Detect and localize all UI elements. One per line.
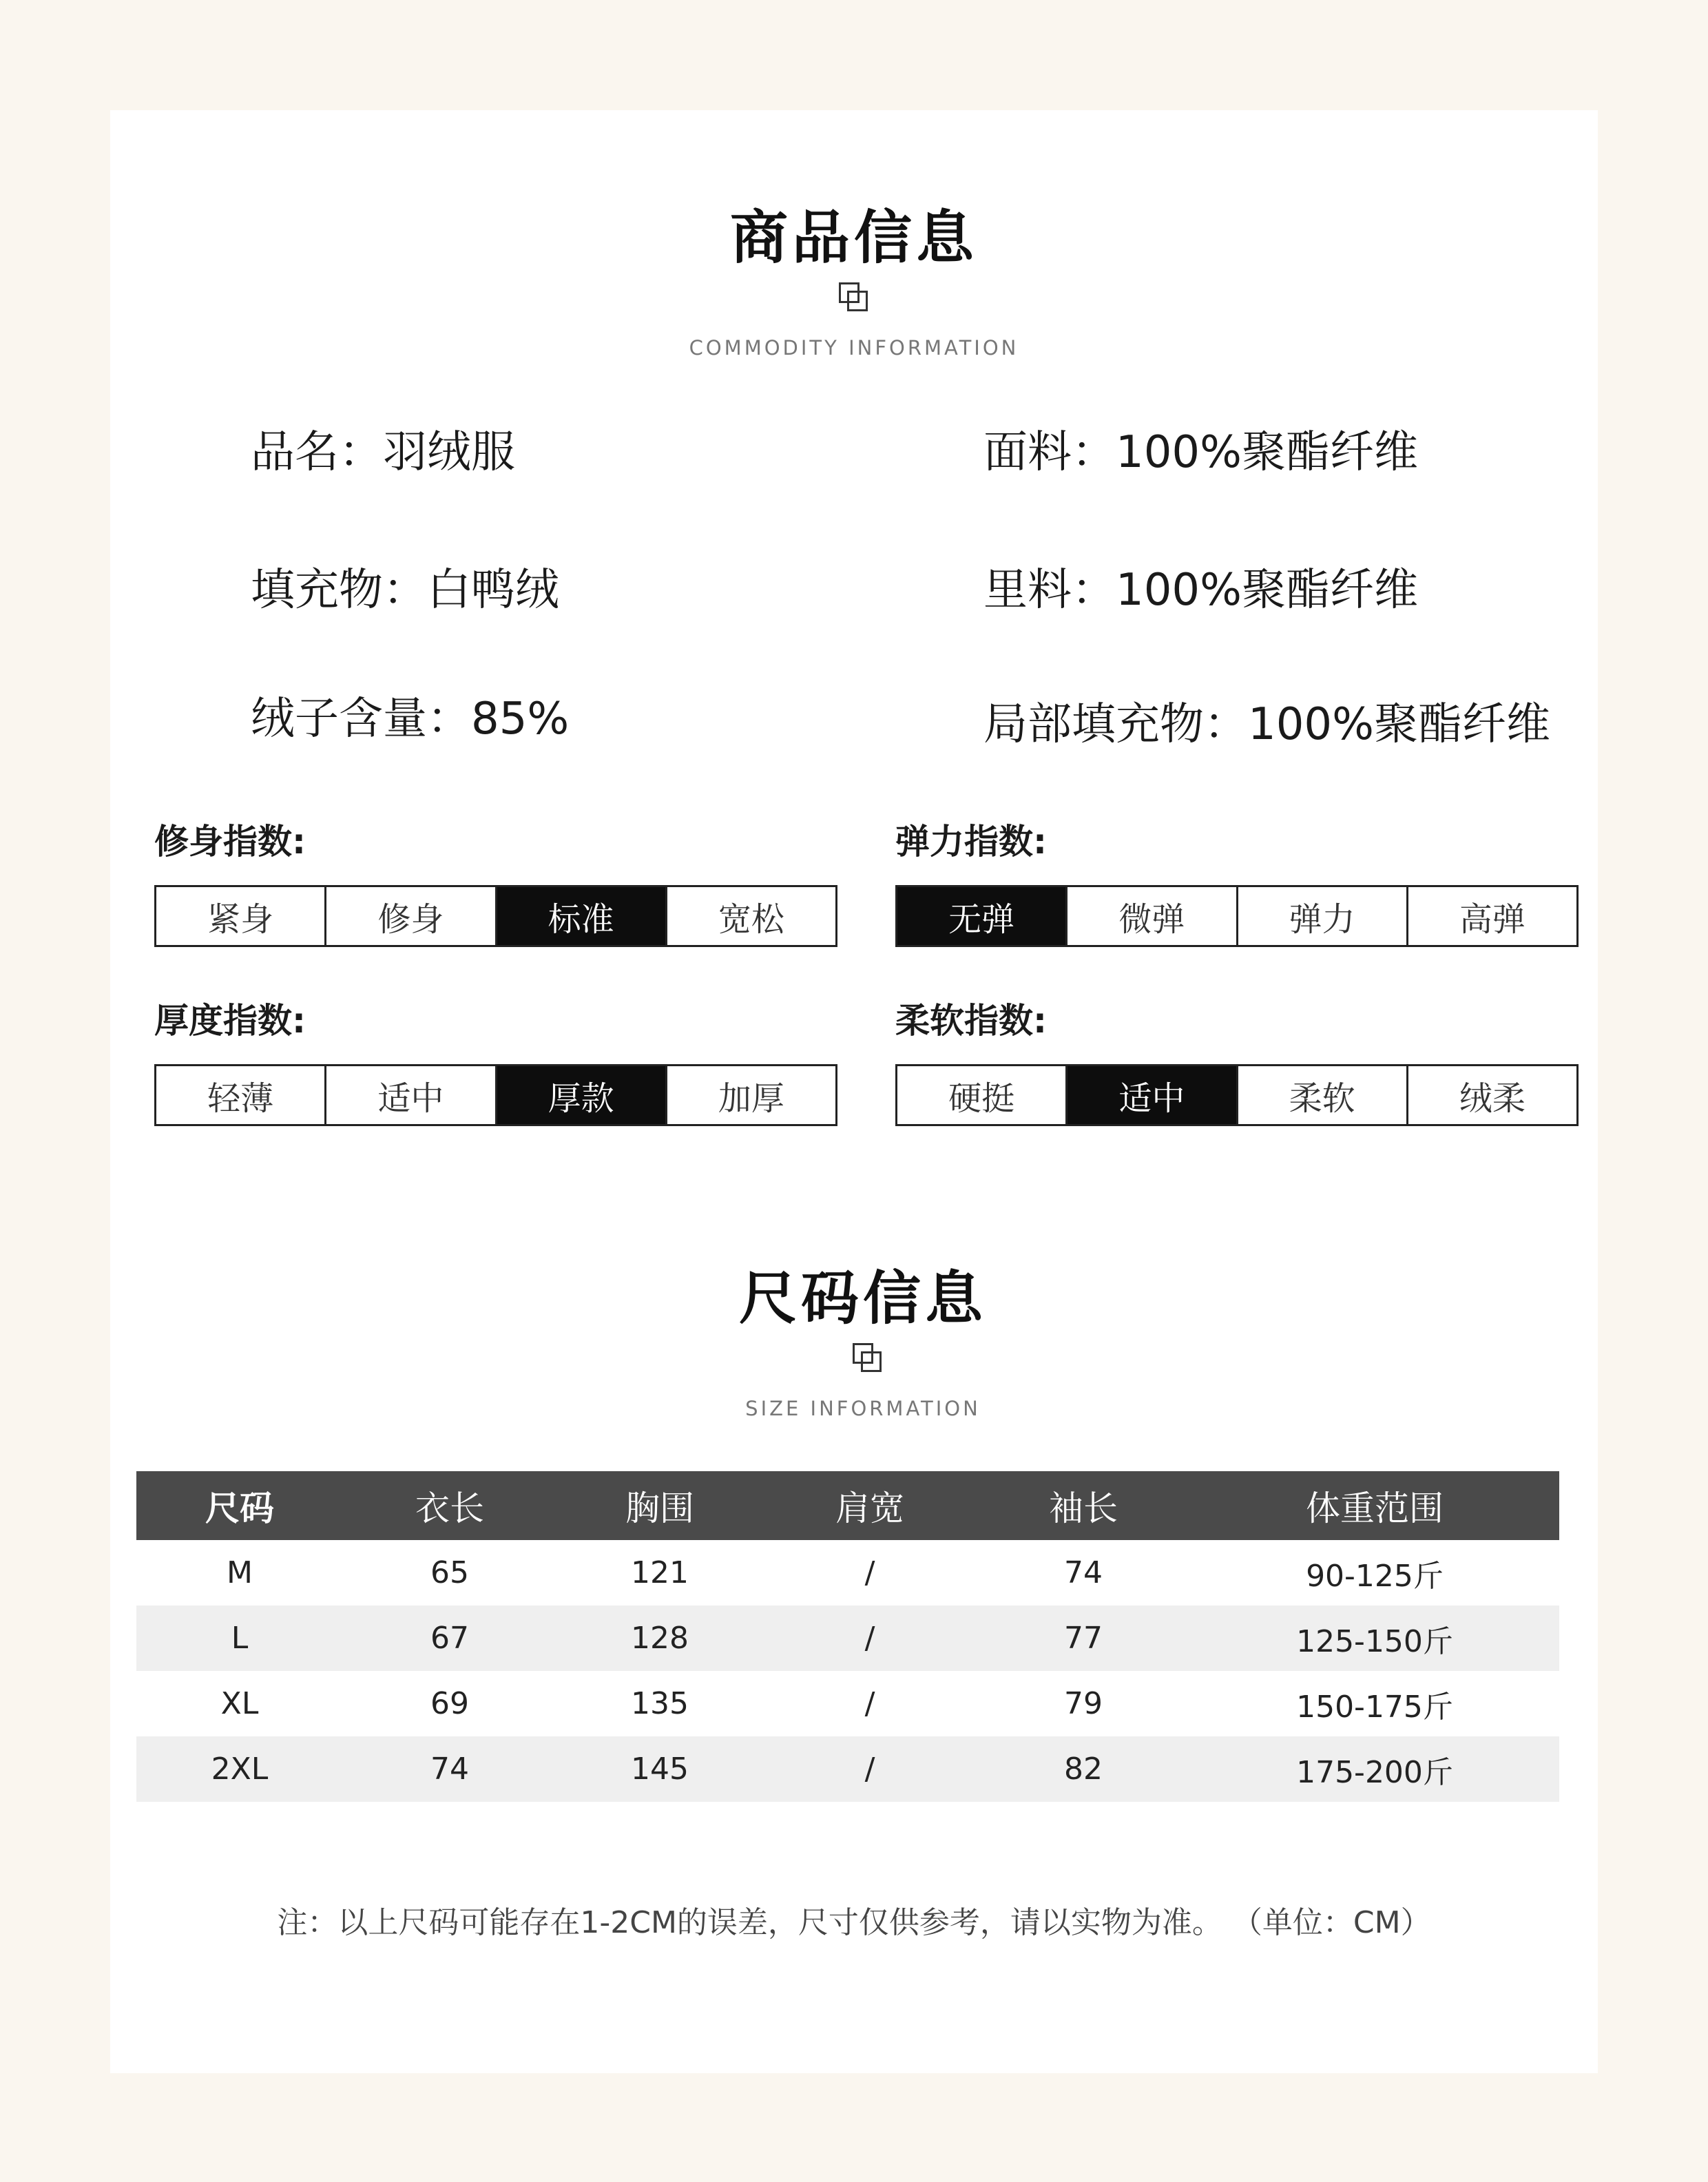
table-header-cell: 袖长 xyxy=(1049,1488,1118,1528)
table-cell: 74 xyxy=(1064,1555,1103,1590)
fit-option: 修身 xyxy=(326,887,497,945)
fit-option: 宽松 xyxy=(718,900,784,939)
elasticity-option: 高弹 xyxy=(1459,900,1525,939)
thickness-option: 轻薄 xyxy=(156,1066,326,1124)
softness-option-selected: 适中 xyxy=(1068,1066,1238,1124)
thickness-index-scale xyxy=(154,1064,837,1126)
softness-index-label: 柔软指数: xyxy=(895,1001,1047,1041)
table-cell: / xyxy=(864,1752,875,1787)
spec-product-name: 品名：羽绒服 xyxy=(251,427,515,478)
table-row xyxy=(136,1540,1559,1606)
table-header-row xyxy=(136,1471,1559,1540)
elasticity-index-label: 弹力指数: xyxy=(895,822,1047,862)
size-note: 注：以上尺码可能存在1-2CM的误差，尺寸仅供参考，请以实物为准。 （单位：CM） xyxy=(277,1905,1431,1940)
table-cell: L xyxy=(231,1621,249,1656)
table-cell: 175-200斤 xyxy=(1296,1754,1453,1790)
thickness-option: 加厚 xyxy=(718,1079,784,1118)
fit-option-selected: 标准 xyxy=(497,887,667,945)
overlapping-squares-icon xyxy=(839,282,869,313)
table-cell: 2XL xyxy=(211,1752,269,1787)
fit-option: 紧身 xyxy=(156,887,326,945)
table-cell: / xyxy=(864,1686,875,1721)
table-cell: 121 xyxy=(631,1555,689,1590)
size-title: 尺码信息 xyxy=(738,1265,987,1332)
table-header-cell: 胸围 xyxy=(625,1488,694,1528)
table-header-cell: 肩宽 xyxy=(835,1488,904,1528)
commodity-subtitle: COMMODITY INFORMATION xyxy=(689,336,1019,360)
table-header-cell: 衣长 xyxy=(415,1488,484,1528)
elasticity-option: 弹力 xyxy=(1238,887,1408,945)
elasticity-option-selected: 无弹 xyxy=(897,887,1068,945)
thickness-index-label: 厚度指数: xyxy=(154,1001,306,1041)
softness-index-scale xyxy=(895,1064,1579,1126)
table-row xyxy=(136,1671,1559,1736)
table-cell: 79 xyxy=(1064,1686,1103,1721)
table-row xyxy=(136,1736,1559,1802)
commodity-title: 商品信息 xyxy=(729,204,978,271)
size-subtitle: SIZE INFORMATION xyxy=(745,1397,981,1420)
fit-index-scale xyxy=(154,885,837,947)
table-header-cell: 尺码 xyxy=(205,1488,274,1528)
thickness-option-selected: 厚款 xyxy=(497,1066,667,1124)
size-table xyxy=(136,1471,1559,1802)
table-cell: 145 xyxy=(631,1752,689,1787)
spec-filling: 填充物：白鸭绒 xyxy=(251,565,559,616)
table-cell: 69 xyxy=(430,1686,469,1721)
table-cell: 125-150斤 xyxy=(1296,1623,1453,1659)
spec-lining: 里料：100%聚酯纤维 xyxy=(983,565,1418,616)
spec-down-content: 绒子含量：85% xyxy=(251,694,570,745)
elasticity-index-scale xyxy=(895,885,1579,947)
table-row xyxy=(136,1606,1559,1671)
table-cell: 150-175斤 xyxy=(1296,1689,1453,1725)
table-cell: / xyxy=(864,1621,875,1656)
softness-option: 硬挺 xyxy=(897,1066,1068,1124)
spec-fabric: 面料：100%聚酯纤维 xyxy=(983,427,1418,478)
overlapping-squares-icon xyxy=(853,1343,883,1373)
table-cell: 77 xyxy=(1064,1621,1103,1656)
table-cell: 65 xyxy=(430,1555,469,1590)
thickness-option: 适中 xyxy=(326,1066,497,1124)
table-cell: M xyxy=(227,1555,253,1590)
fit-index-label: 修身指数: xyxy=(154,822,306,862)
table-cell: 128 xyxy=(631,1621,689,1656)
table-cell: XL xyxy=(220,1686,259,1721)
table-cell: 74 xyxy=(430,1752,469,1787)
table-header-cell: 体重范围 xyxy=(1306,1488,1444,1528)
elasticity-option: 微弹 xyxy=(1068,887,1238,945)
spec-partial-filling: 局部填充物：100%聚酯纤维 xyxy=(983,699,1550,750)
softness-option: 柔软 xyxy=(1238,1066,1408,1124)
table-cell: 67 xyxy=(430,1621,469,1656)
softness-option: 绒柔 xyxy=(1459,1079,1525,1118)
table-cell: 90-125斤 xyxy=(1306,1558,1444,1594)
table-cell: 135 xyxy=(631,1686,689,1721)
table-cell: / xyxy=(864,1555,875,1590)
info-card xyxy=(110,110,1598,2073)
table-cell: 82 xyxy=(1064,1752,1103,1787)
